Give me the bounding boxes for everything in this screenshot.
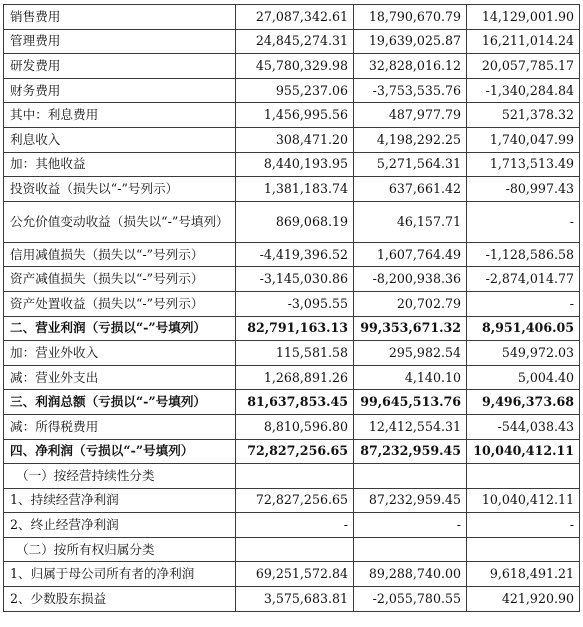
value-cell-col2: 637,661.42: [354, 177, 467, 202]
value-cell-col3: -80,997.43: [467, 177, 580, 202]
value-cell-col1: 3,575,683.81: [236, 587, 354, 612]
value-cell-col3: 8,951,406.05: [467, 316, 580, 341]
value-cell-col3: -544,038.43: [467, 414, 580, 439]
value-cell-col2: -8,200,938.36: [354, 267, 467, 292]
value-cell-col1: 24,845,274.31: [236, 29, 354, 54]
row-label: 四、净利润（亏损以“-”号填列）: [4, 439, 236, 464]
table-row: [4, 78, 580, 103]
value-cell-col2: 20,702.79: [354, 291, 467, 316]
value-cell-col2: 295,982.54: [354, 341, 467, 366]
value-cell-col1: 8,810,596.80: [236, 414, 354, 439]
table-row: [4, 365, 580, 390]
value-cell-col2: 18,790,670.79: [354, 5, 467, 30]
table-row: [4, 562, 580, 587]
row-label: 其中：利息费用: [4, 103, 236, 128]
value-cell-col2: 1,607,764.49: [354, 242, 467, 267]
table-row: [4, 54, 580, 79]
table-row: [4, 587, 580, 612]
value-cell-col3: -2,874,014.77: [467, 267, 580, 292]
table-row: [4, 464, 580, 489]
value-cell-col3: 20,057,785.17: [467, 54, 580, 79]
row-label: （二）按所有权归属分类: [4, 537, 236, 562]
value-cell-col3: 10,040,412.11: [467, 439, 580, 464]
income-statement-body: [4, 5, 580, 612]
value-cell-col2: 5,271,564.31: [354, 152, 467, 177]
value-cell-col1: -4,419,396.52: [236, 242, 354, 267]
value-cell-col3: 421,920.90: [467, 587, 580, 612]
value-cell-col1: 69,251,572.84: [236, 562, 354, 587]
value-cell-col3: 9,496,373.68: [467, 390, 580, 415]
row-label: 资产处置收益（损失以“-”号列示）: [4, 291, 236, 316]
row-label: 研发费用: [4, 54, 236, 79]
value-cell-col2: 46,157.71: [354, 201, 467, 242]
row-label: 信用减值损失（损失以“-”号列示）: [4, 242, 236, 267]
value-cell-col3: -: [467, 201, 580, 242]
row-label: 三、利润总额（亏损以“-”号填列）: [4, 390, 236, 415]
value-cell-col3: [467, 537, 580, 562]
row-label: 管理费用: [4, 29, 236, 54]
table-row: [4, 152, 580, 177]
value-cell-col2: [354, 464, 467, 489]
value-cell-col1: 1,456,995.56: [236, 103, 354, 128]
income-statement-table: [3, 4, 580, 612]
table-row: [4, 267, 580, 292]
value-cell-col3: [467, 464, 580, 489]
value-cell-col2: 487,977.79: [354, 103, 467, 128]
row-label: 减：所得税费用: [4, 414, 236, 439]
row-label: 加：营业外收入: [4, 341, 236, 366]
value-cell-col1: 45,780,329.98: [236, 54, 354, 79]
value-cell-col2: -: [354, 513, 467, 538]
value-cell-col1: -3,145,030.86: [236, 267, 354, 292]
row-label: 2、少数股东损益: [4, 587, 236, 612]
table-row: [4, 291, 580, 316]
table-row: [4, 439, 580, 464]
value-cell-col2: 32,828,016.12: [354, 54, 467, 79]
table-row: [4, 177, 580, 202]
table-row: [4, 414, 580, 439]
row-label: 资产减值损失（损失以“-”号列示）: [4, 267, 236, 292]
value-cell-col3: 1,740,047.99: [467, 127, 580, 152]
value-cell-col1: 115,581.58: [236, 341, 354, 366]
value-cell-col1: 27,087,342.61: [236, 5, 354, 30]
value-cell-col3: 521,378.32: [467, 103, 580, 128]
value-cell-col3: 1,713,513.49: [467, 152, 580, 177]
table-row: [4, 390, 580, 415]
value-cell-col2: 19,639,025.87: [354, 29, 467, 54]
value-cell-col2: 87,232,959.45: [354, 439, 467, 464]
table-row: [4, 127, 580, 152]
value-cell-col2: 4,198,292.25: [354, 127, 467, 152]
value-cell-col3: -1,340,284.84: [467, 78, 580, 103]
value-cell-col3: 5,004.40: [467, 365, 580, 390]
value-cell-col1: 1,381,183.74: [236, 177, 354, 202]
value-cell-col2: 4,140.10: [354, 365, 467, 390]
row-label: 公允价值变动收益（损失以“-”号填列）: [4, 201, 236, 242]
table-row: [4, 5, 580, 30]
table-row: [4, 29, 580, 54]
value-cell-col1: 81,637,853.45: [236, 390, 354, 415]
table-row: [4, 513, 580, 538]
value-cell-col2: [354, 537, 467, 562]
value-cell-col3: 14,129,001.90: [467, 5, 580, 30]
value-cell-col1: 1,268,891.26: [236, 365, 354, 390]
value-cell-col2: 89,288,740.00: [354, 562, 467, 587]
value-cell-col2: 12,412,554.31: [354, 414, 467, 439]
table-row: [4, 488, 580, 513]
value-cell-col3: 549,972.03: [467, 341, 580, 366]
value-cell-col1: 72,827,256.65: [236, 439, 354, 464]
value-cell-col2: 87,232,959.45: [354, 488, 467, 513]
value-cell-col1: 308,471.20: [236, 127, 354, 152]
row-label: 1、归属于母公司所有者的净利润: [4, 562, 236, 587]
value-cell-col2: -2,055,780.55: [354, 587, 467, 612]
value-cell-col1: [236, 464, 354, 489]
value-cell-col2: -3,753,535.76: [354, 78, 467, 103]
value-cell-col1: 955,237.06: [236, 78, 354, 103]
row-label: （一）按经营持续性分类: [4, 464, 236, 489]
row-label: 销售费用: [4, 5, 236, 30]
value-cell-col3: -: [467, 513, 580, 538]
row-label: 减：营业外支出: [4, 365, 236, 390]
value-cell-col2: 99,353,671.32: [354, 316, 467, 341]
table-row: [4, 201, 580, 242]
row-label: 1、持续经营净利润: [4, 488, 236, 513]
value-cell-col3: 16,211,014.24: [467, 29, 580, 54]
row-label: 利息收入: [4, 127, 236, 152]
table-row: [4, 242, 580, 267]
value-cell-col1: 82,791,163.13: [236, 316, 354, 341]
table-row: [4, 537, 580, 562]
row-label: 二、营业利润（亏损以“-”号填列）: [4, 316, 236, 341]
table-row: [4, 316, 580, 341]
table-row: [4, 341, 580, 366]
value-cell-col1: [236, 537, 354, 562]
row-label: 财务费用: [4, 78, 236, 103]
row-label: 加：其他收益: [4, 152, 236, 177]
value-cell-col1: -3,095.55: [236, 291, 354, 316]
value-cell-col1: -: [236, 513, 354, 538]
value-cell-col1: 8,440,193.95: [236, 152, 354, 177]
row-label: 2、终止经营净利润: [4, 513, 236, 538]
value-cell-col1: 869,068.19: [236, 201, 354, 242]
row-label: 投资收益（损失以“-”号列示）: [4, 177, 236, 202]
value-cell-col3: 10,040,412.11: [467, 488, 580, 513]
value-cell-col3: -: [467, 291, 580, 316]
value-cell-col1: 72,827,256.65: [236, 488, 354, 513]
table-row: [4, 103, 580, 128]
value-cell-col3: 9,618,491.21: [467, 562, 580, 587]
value-cell-col3: -1,128,586.58: [467, 242, 580, 267]
value-cell-col2: 99,645,513.76: [354, 390, 467, 415]
